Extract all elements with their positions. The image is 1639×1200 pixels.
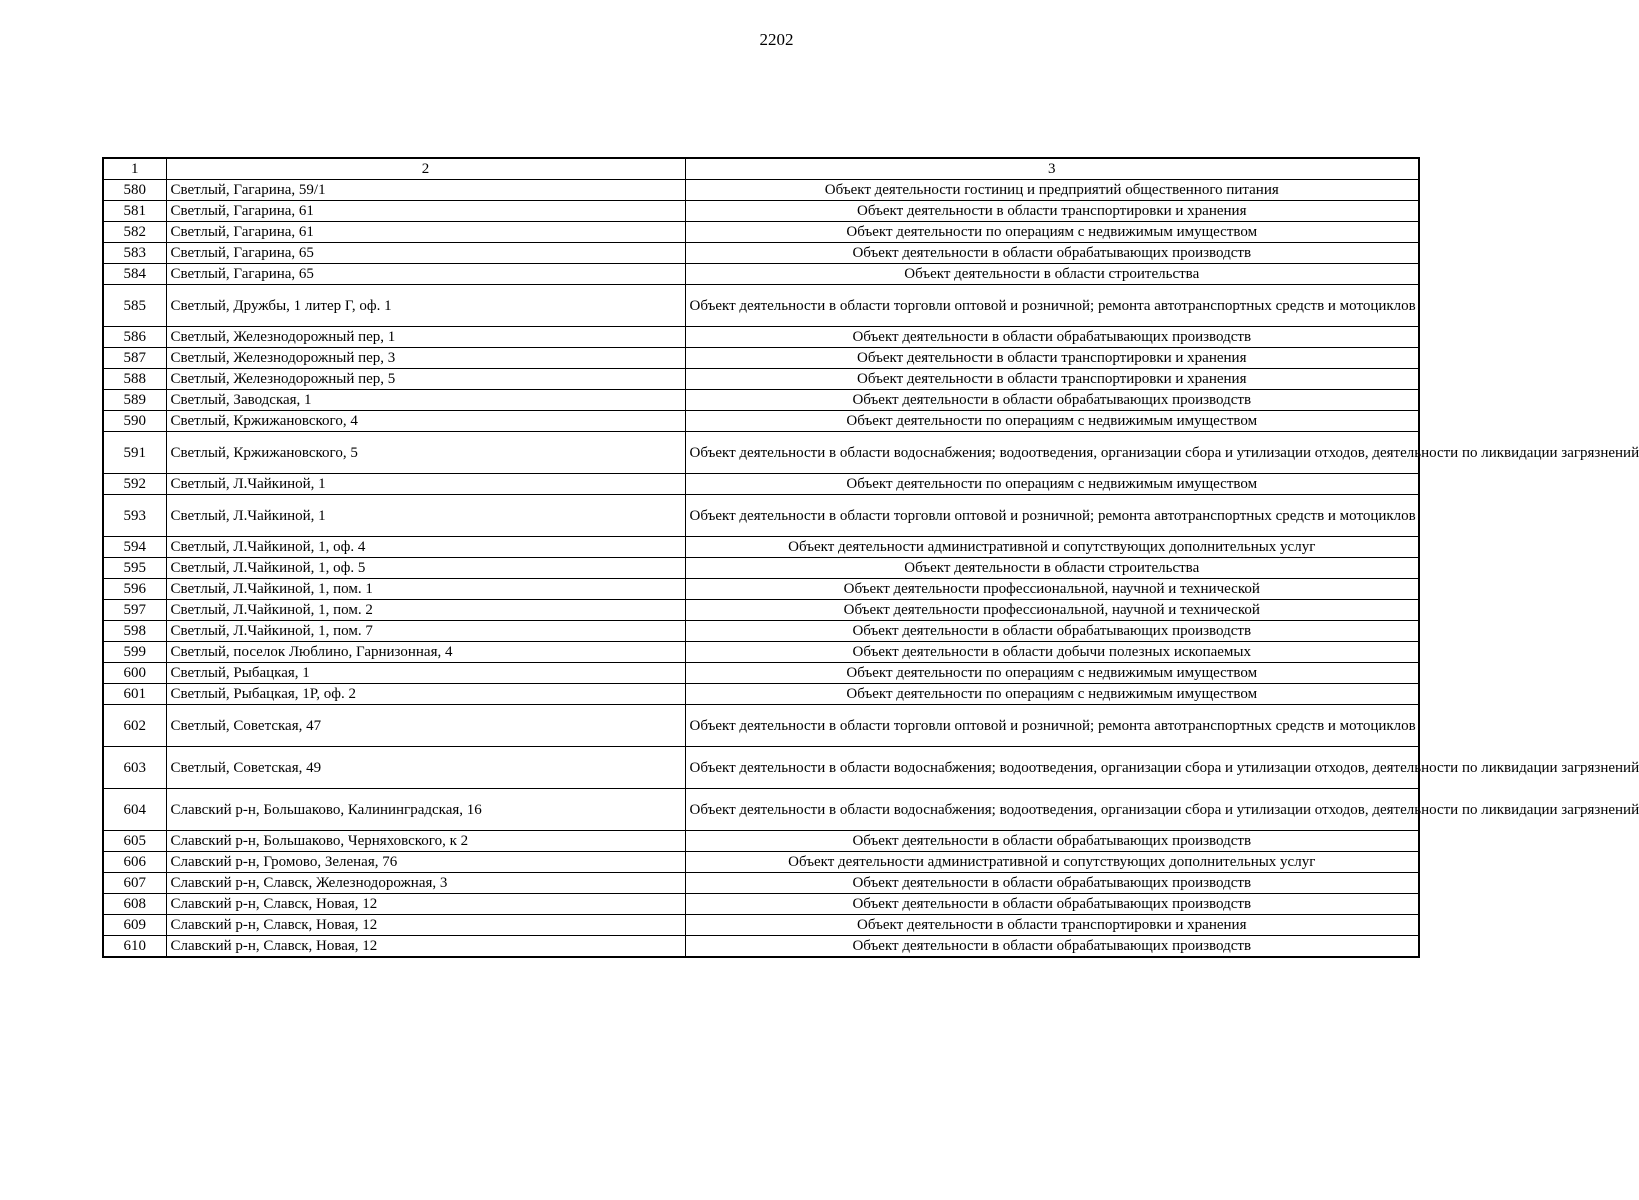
row-object-type: Объект деятельности гостиниц и предприятий общественного питания [685,180,1419,201]
row-object-type: Объект деятельности в области обрабатывающих производств [685,327,1419,348]
row-address: Светлый, Л.Чайкиной, 1, пом. 2 [166,600,685,621]
row-number: 592 [103,474,166,495]
row-object-type: Объект деятельности по операциям с недвижимым имуществом [685,684,1419,705]
row-address: Светлый, Гагарина, 59/1 [166,180,685,201]
row-address: Светлый, Гагарина, 65 [166,243,685,264]
row-address: Светлый, Кржижановского, 5 [166,432,685,474]
row-number: 593 [103,495,166,537]
row-address: Славский р-н, Славск, Новая, 12 [166,915,685,936]
row-object-type: Объект деятельности в области обрабатывающих производств [685,243,1419,264]
row-number: 584 [103,264,166,285]
row-address: Светлый, Гагарина, 65 [166,264,685,285]
registry-table [102,157,1639,958]
row-number: 601 [103,684,166,705]
table-row [103,411,1419,432]
row-address: Светлый, Рыбацкая, 1Р, оф. 2 [166,684,685,705]
row-object-type: Объект деятельности административной и сопутствующих дополнительных услуг [685,537,1419,558]
table-row [103,642,1419,663]
row-number: 597 [103,600,166,621]
row-number: 580 [103,180,166,201]
row-number: 606 [103,852,166,873]
table-row [103,705,1419,747]
table-row [103,789,1419,831]
row-object-type: Объект деятельности в области торговли оптовой и розничной; ремонта автотранспортных средств и мотоциклов [685,705,1419,747]
row-address: Светлый, Л.Чайкиной, 1, пом. 1 [166,579,685,600]
row-address: Светлый, Гагарина, 61 [166,222,685,243]
row-address: Светлый, Л.Чайкиной, 1, оф. 4 [166,537,685,558]
row-address: Светлый, Л.Чайкиной, 1, пом. 7 [166,621,685,642]
row-number: 589 [103,390,166,411]
row-address: Светлый, поселок Люблино, Гарнизонная, 4 [166,642,685,663]
row-object-type: Объект деятельности в области обрабатывающих производств [685,831,1419,852]
row-object-type: Объект деятельности профессиональной, научной и технической [685,579,1419,600]
table-row [103,579,1419,600]
row-object-type: Объект деятельности по операциям с недвижимым имуществом [685,474,1419,495]
table-row [103,873,1419,894]
row-address: Светлый, Дружбы, 1 литер Г, оф. 1 [166,285,685,327]
row-number: 585 [103,285,166,327]
row-object-type: Объект деятельности в области транспортировки и хранения [685,201,1419,222]
row-address: Светлый, Гагарина, 61 [166,201,685,222]
row-number: 586 [103,327,166,348]
table-row [103,201,1419,222]
header-col-2: 2 [166,158,685,180]
row-address: Светлый, Железнодорожный пер, 1 [166,327,685,348]
row-object-type: Объект деятельности в области водоснабжения; водоотведения, организации сбора и утилизации отходов, деятельности по ликвидации загрязнений [685,747,1419,789]
row-address: Светлый, Железнодорожный пер, 5 [166,369,685,390]
row-number: 594 [103,537,166,558]
row-address: Светлый, Л.Чайкиной, 1 [166,474,685,495]
row-address: Светлый, Кржижановского, 4 [166,411,685,432]
row-address: Светлый, Советская, 49 [166,747,685,789]
row-number: 609 [103,915,166,936]
table-row [103,432,1419,474]
table-row [103,621,1419,642]
header-row [103,158,1419,180]
row-object-type: Объект деятельности в области торговли оптовой и розничной; ремонта автотранспортных средств и мотоциклов [685,285,1419,327]
row-object-type: Объект деятельности в области обрабатывающих производств [685,936,1419,958]
row-number: 595 [103,558,166,579]
header-col-1: 1 [103,158,166,180]
row-object-type: Объект деятельности в области торговли оптовой и розничной; ремонта автотранспортных средств и мотоциклов [685,495,1419,537]
row-address: Славский р-н, Славск, Новая, 12 [166,936,685,958]
row-object-type: Объект деятельности в области транспортировки и хранения [685,915,1419,936]
table-row [103,222,1419,243]
row-number: 608 [103,894,166,915]
table-row [103,264,1419,285]
row-object-type: Объект деятельности в области добычи полезных ископаемых [685,642,1419,663]
row-number: 600 [103,663,166,684]
row-number: 587 [103,348,166,369]
row-object-type: Объект деятельности административной и сопутствующих дополнительных услуг [685,852,1419,873]
table-header [103,158,1419,180]
table-row [103,936,1419,958]
row-number: 588 [103,369,166,390]
table-row [103,495,1419,537]
row-object-type: Объект деятельности в области строительства [685,558,1419,579]
row-address: Светлый, Железнодорожный пер, 3 [166,348,685,369]
row-number: 602 [103,705,166,747]
row-object-type: Объект деятельности в области обрабатывающих производств [685,621,1419,642]
table-row [103,558,1419,579]
table-row [103,747,1419,789]
header-col-3: 3 [685,158,1419,180]
row-number: 610 [103,936,166,958]
row-address: Светлый, Рыбацкая, 1 [166,663,685,684]
row-address: Светлый, Л.Чайкиной, 1, оф. 5 [166,558,685,579]
row-number: 590 [103,411,166,432]
row-object-type: Объект деятельности по операциям с недвижимым имуществом [685,411,1419,432]
table-row [103,474,1419,495]
row-number: 604 [103,789,166,831]
table-row [103,369,1419,390]
row-number: 603 [103,747,166,789]
table-row [103,894,1419,915]
row-address: Светлый, Советская, 47 [166,705,685,747]
table-row [103,327,1419,348]
row-number: 581 [103,201,166,222]
row-number: 582 [103,222,166,243]
row-number: 583 [103,243,166,264]
table-row [103,537,1419,558]
row-number: 596 [103,579,166,600]
row-address: Славский р-н, Большаково, Черняховского, к 2 [166,831,685,852]
table-row [103,915,1419,936]
row-address: Славский р-н, Громово, Зеленая, 76 [166,852,685,873]
row-number: 605 [103,831,166,852]
row-object-type: Объект деятельности в области водоснабжения; водоотведения, организации сбора и утилизации отходов, деятельности по ликвидации загрязнений [685,789,1419,831]
table-row [103,663,1419,684]
row-object-type: Объект деятельности в области обрабатывающих производств [685,390,1419,411]
row-object-type: Объект деятельности в области обрабатывающих производств [685,873,1419,894]
table-row [103,600,1419,621]
table-row [103,180,1419,201]
table-row [103,852,1419,873]
row-object-type: Объект деятельности в области водоснабжения; водоотведения, организации сбора и утилизации отходов, деятельности по ликвидации загрязнений [685,432,1419,474]
row-address: Светлый, Л.Чайкиной, 1 [166,495,685,537]
row-number: 599 [103,642,166,663]
row-object-type: Объект деятельности в области транспортировки и хранения [685,369,1419,390]
page-number: 2202 [759,30,794,49]
row-address: Светлый, Заводская, 1 [166,390,685,411]
table-row [103,831,1419,852]
table-body [103,180,1639,958]
row-address: Славский р-н, Большаково, Калининградская, 16 [166,789,685,831]
row-number: 591 [103,432,166,474]
row-object-type: Объект деятельности в области обрабатывающих производств [685,894,1419,915]
row-number: 598 [103,621,166,642]
row-object-type: Объект деятельности в области транспортировки и хранения [685,348,1419,369]
row-object-type: Объект деятельности профессиональной, научной и технической [685,600,1419,621]
row-object-type: Объект деятельности в области строительства [685,264,1419,285]
row-address: Славский р-н, Славск, Новая, 12 [166,894,685,915]
row-object-type: Объект деятельности по операциям с недвижимым имуществом [685,222,1419,243]
row-number: 607 [103,873,166,894]
row-object-type: Объект деятельности по операциям с недвижимым имуществом [685,663,1419,684]
table-row [103,390,1419,411]
table-row [103,348,1419,369]
row-address: Славский р-н, Славск, Железнодорожная, 3 [166,873,685,894]
table-row [103,684,1419,705]
table-row [103,243,1419,264]
table-row [103,285,1419,327]
